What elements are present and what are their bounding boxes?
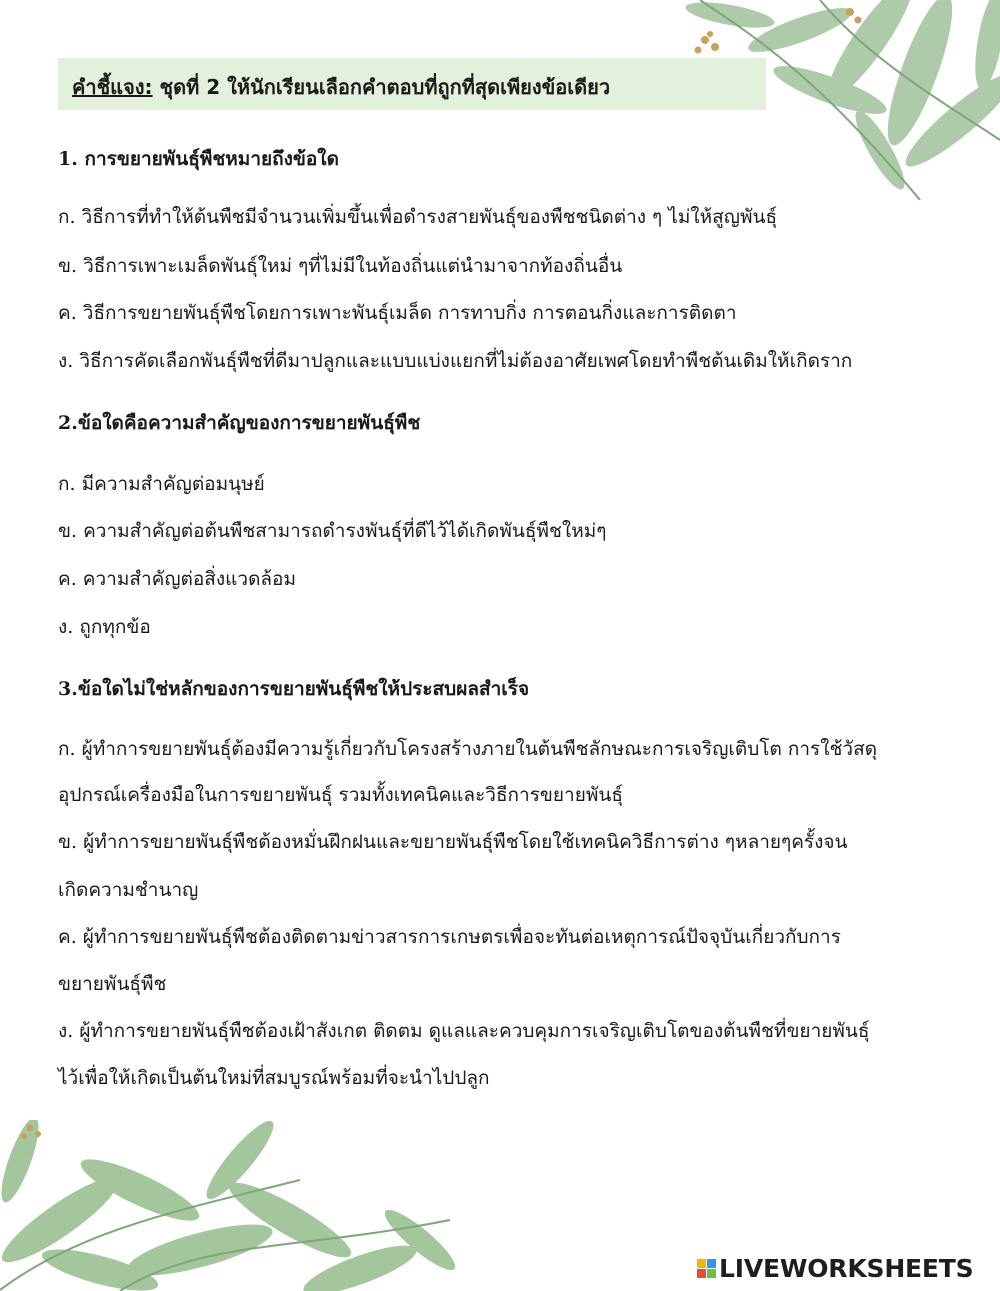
question-1-option-c[interactable]: ค. วิธีการขยายพันธุ์พืชโดยการเพาะพันธุ์เมล็ด การทาบกิ่ง การตอนกิ่งและการติดตา [58,302,737,324]
logo-grid-icon [697,1259,716,1278]
question-2-option-c[interactable]: ค. ความสำคัญต่อสิ่งแวดล้อม [58,568,296,590]
question-3-option-a-line-1[interactable]: ก. ผู้ทำการขยายพันธุ์ต้องมีความรู้เกี่ยวกับโครงสร้างภายในต้นพืชลักษณะการเจริญเติบโต การใช้วัสดุ [58,738,878,760]
question-1-option-d[interactable]: ง. วิธีการคัดเลือกพันธุ์พืชที่ดีมาปลูกและแบบแบ่งแยกที่ไม่ต้องอาศัยเพศโดยทำพืชต้นเดิมให้เกิดราก [58,350,853,372]
question-3-option-d-line-2[interactable]: ไว้เพื่อให้เกิดเป็นต้นใหม่ที่สมบูรณ์พร้อมที่จะนำไปปลูก [58,1067,490,1089]
instruction-banner [58,58,766,110]
question-3-title: 3.ข้อใดไม่ใช่หลักของการขยายพันธุ์พืชให้ประสบผลสำเร็จ [58,678,530,700]
question-2-option-b[interactable]: ข. ความสำคัญต่อต้นพืชสามารถดำรงพันธุ์ที่ดีไว้ได้เกิดพันธุ์พืชใหม่ๆ [58,520,607,542]
instruction-text [72,71,610,103]
question-2-option-a[interactable]: ก. มีความสำคัญต่อมนุษย์ [58,473,265,495]
question-3-option-c-line-1[interactable]: ค. ผู้ทำการขยายพันธุ์พืชต้องติดตามข่าวสารการเกษตรเพื่อจะทันต่อเหตุการณ์ปัจจุบันเกี่ยวกับการ [58,926,841,948]
question-1-option-b[interactable]: ข. วิธีการเพาะเมล็ดพันธุ์ใหม่ ๆที่ไม่มีในท้องถิ่นแต่นำมาจากท้องถิ่นอื่น [58,255,623,277]
question-3-option-d-line-1[interactable]: ง. ผู้ทำการขยายพันธุ์พืชต้องเฝ้าสังเกต ติดตม ดูแลและควบคุมการเจริญเติบโตของต้นพืชที่ขยายพันธุ์ [58,1020,870,1042]
question-3-option-b-line-2[interactable]: เกิดความชำนาญ [58,879,199,901]
liveworksheets-logo [697,1253,973,1283]
question-2-option-d[interactable]: ง. ถูกทุกข้อ [58,616,151,638]
question-1-option-a[interactable]: ก. วิธีการที่ทำให้ต้นพืชมีจำนวนเพิ่มขึ้นเพื่อดำรงสายพันธุ์ของพืชชนิดต่าง ๆ ไม่ให้สูญพันธุ์ [58,206,778,228]
question-1-title: 1. การขยายพันธุ์พืชหมายถึงข้อใด [58,148,339,170]
logo-text: LIVEWORKSHEETS [719,1253,974,1283]
question-3-option-b-line-1[interactable]: ข. ผู้ทำการขยายพันธุ์พืชต้องหมั่นฝึกฝนและขยายพันธุ์พืชโดยใช้เทคนิควิธีการต่าง ๆหลายๆครั้งจน [58,831,848,853]
question-2-title: 2.ข้อใดคือความสำคัญของการขยายพันธุ์พืช [58,412,421,434]
instruction-label: คำชี้แจง: [72,75,153,99]
instruction-body: ชุดที่ 2 ให้นักเรียนเลือกคำตอบที่ถูกที่สุดเพียงข้อเดียว [152,75,611,99]
question-3-option-a-line-2[interactable]: อุปกรณ์เครื่องมือในการขยายพันธุ์ รวมทั้งเทคนิคและวิธีการขยายพันธุ์ [58,784,623,806]
question-3-option-c-line-2[interactable]: ขยายพันธุ์พืช [58,973,167,995]
leaf-decoration-bottom [0,1120,470,1291]
